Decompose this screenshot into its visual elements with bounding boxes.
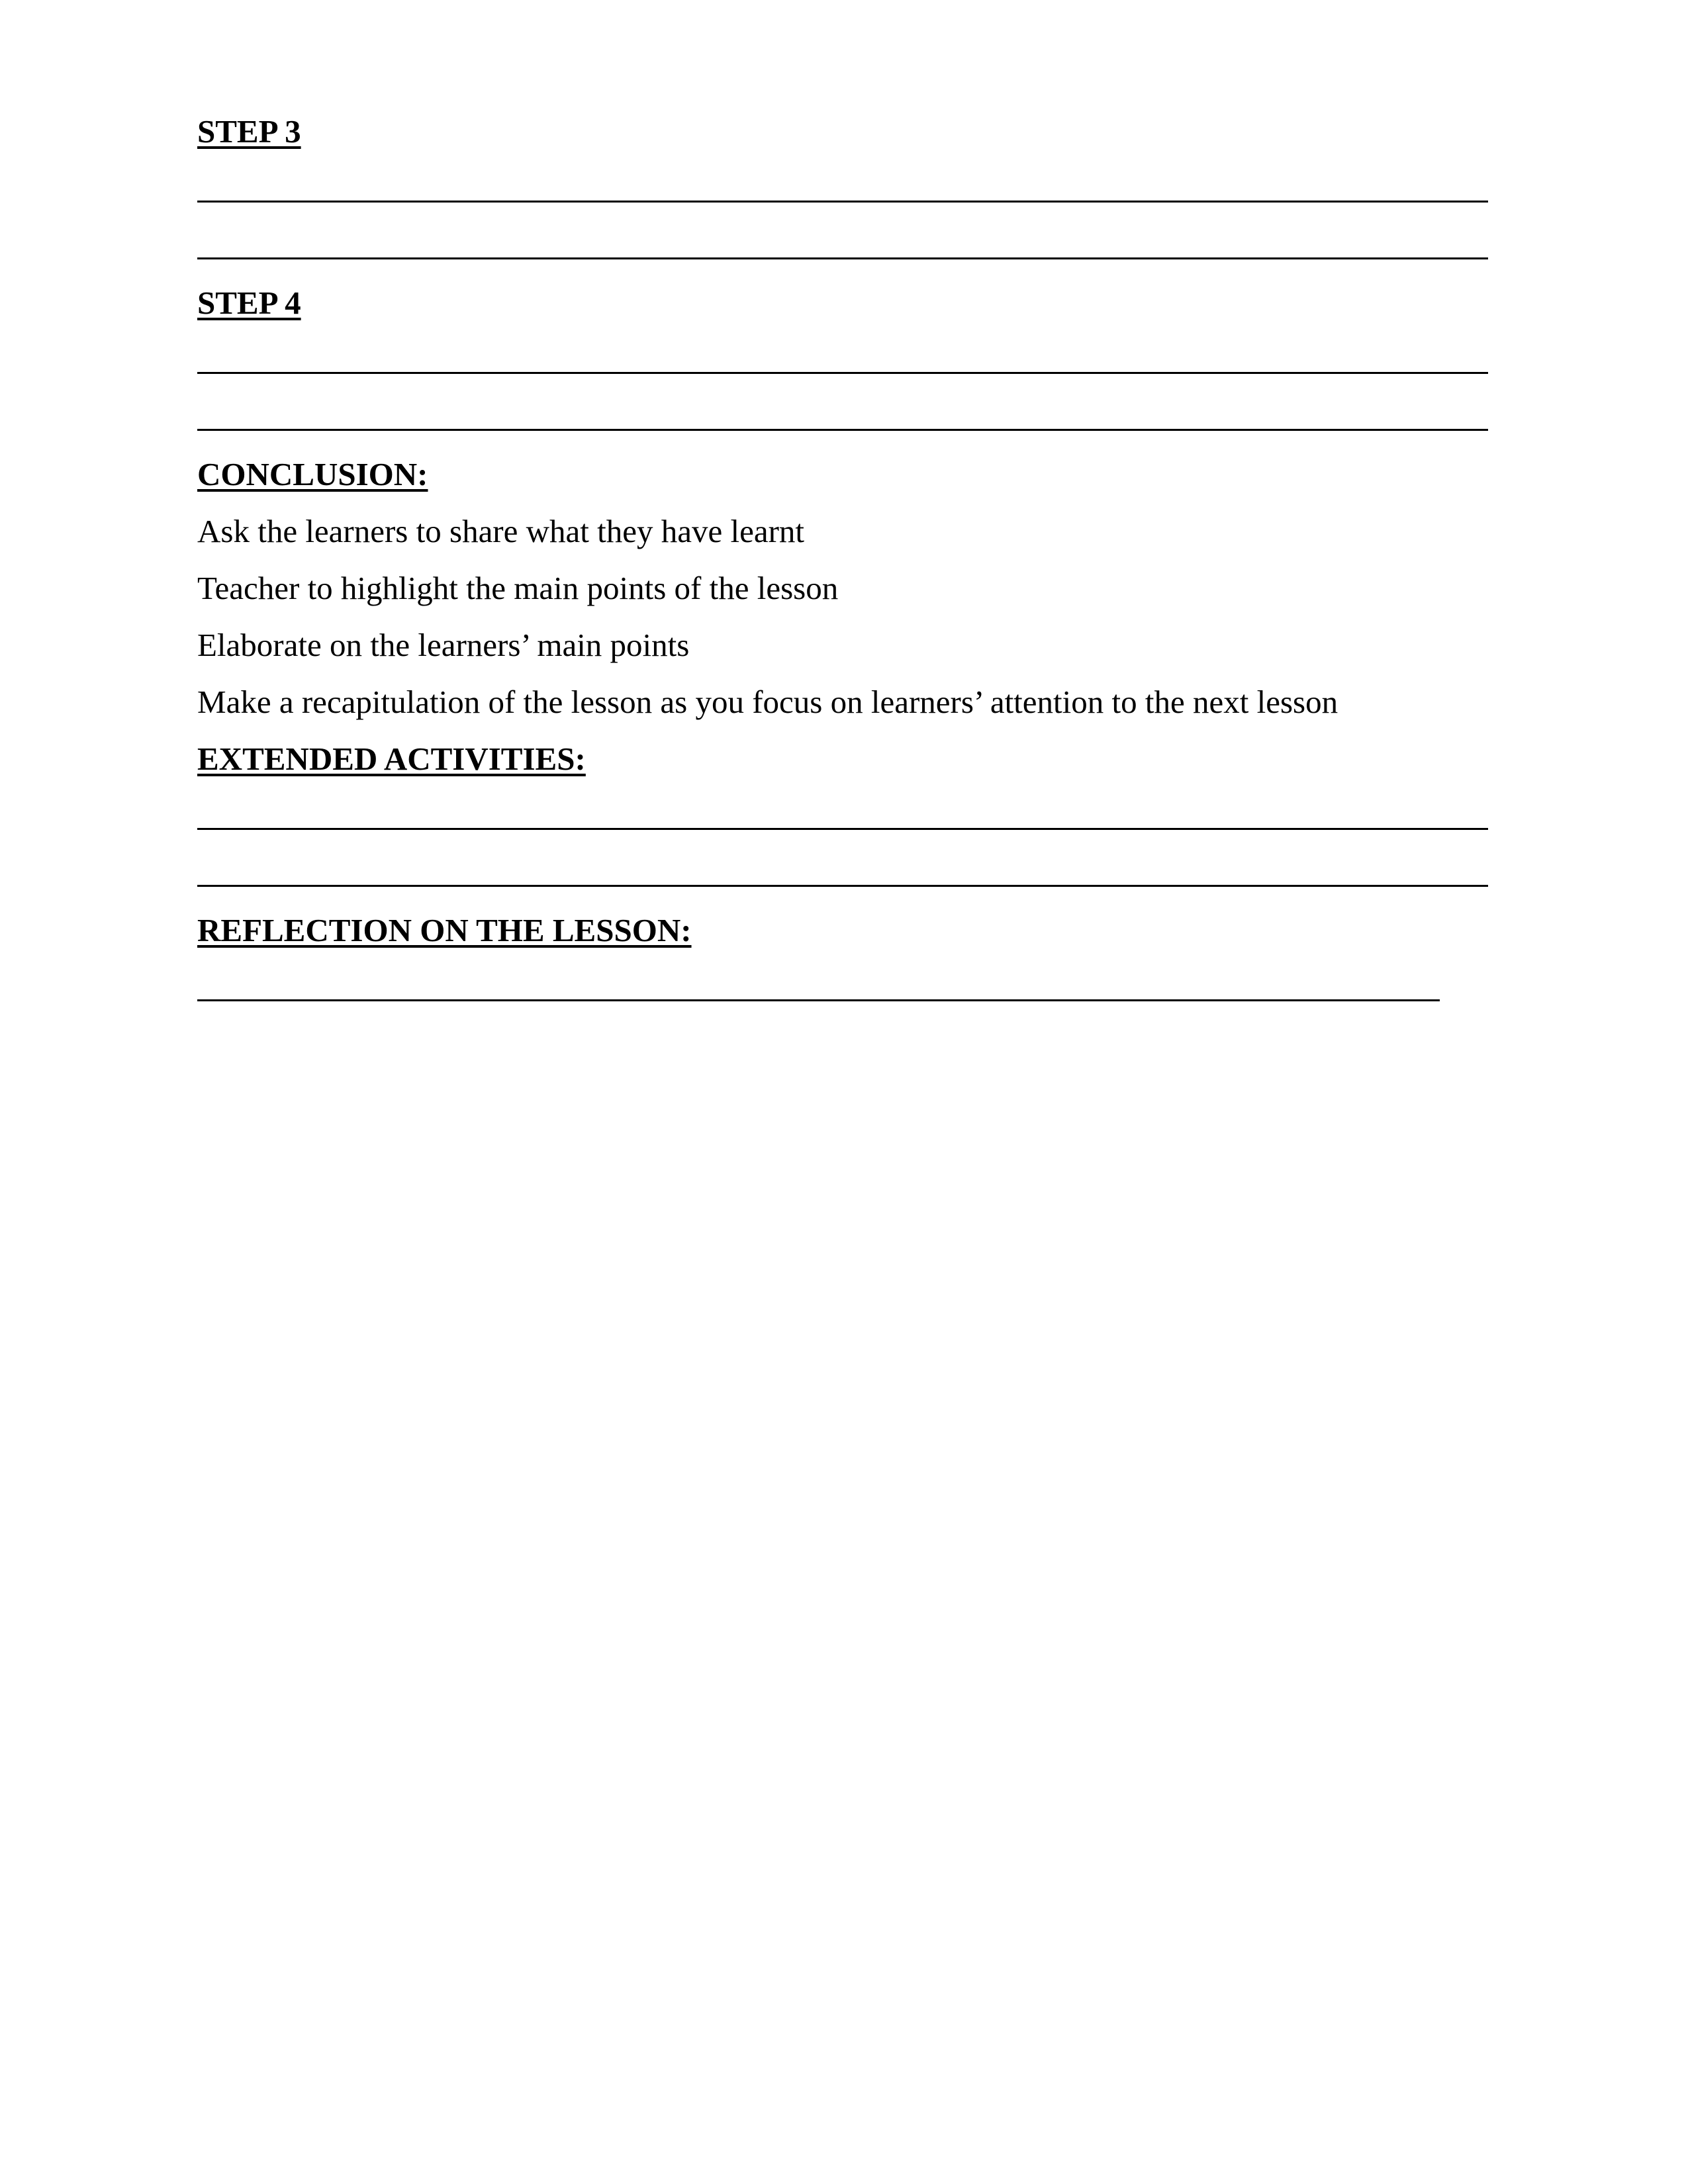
reflection-heading: REFLECTION ON THE LESSON: xyxy=(197,912,692,948)
extended-activities-answer-line-2 xyxy=(197,885,1488,887)
step-4-heading: STEP 4 xyxy=(197,285,301,321)
conclusion-line: Ask the learners to share what they have learnt xyxy=(197,513,805,549)
step-3-answer-line-1 xyxy=(197,201,1488,203)
step-3-answer-line-2 xyxy=(197,257,1488,259)
conclusion-heading: CONCLUSION: xyxy=(197,456,428,492)
step-4-answer-line-2 xyxy=(197,429,1488,431)
extended-activities-heading: EXTENDED ACTIVITIES: xyxy=(197,741,586,777)
extended-activities-answer-line-1 xyxy=(197,828,1488,830)
conclusion-line: Teacher to highlight the main points of the lesson xyxy=(197,570,839,606)
step-4-answer-line-1 xyxy=(197,372,1488,374)
conclusion-line: Elaborate on the learners’ main points xyxy=(197,627,690,663)
step-3-heading: STEP 3 xyxy=(197,113,301,150)
conclusion-line: Make a recapitulation of the lesson as you focus on learners’ attention to the next lesson xyxy=(197,684,1338,720)
reflection-answer-line xyxy=(197,999,1440,1001)
